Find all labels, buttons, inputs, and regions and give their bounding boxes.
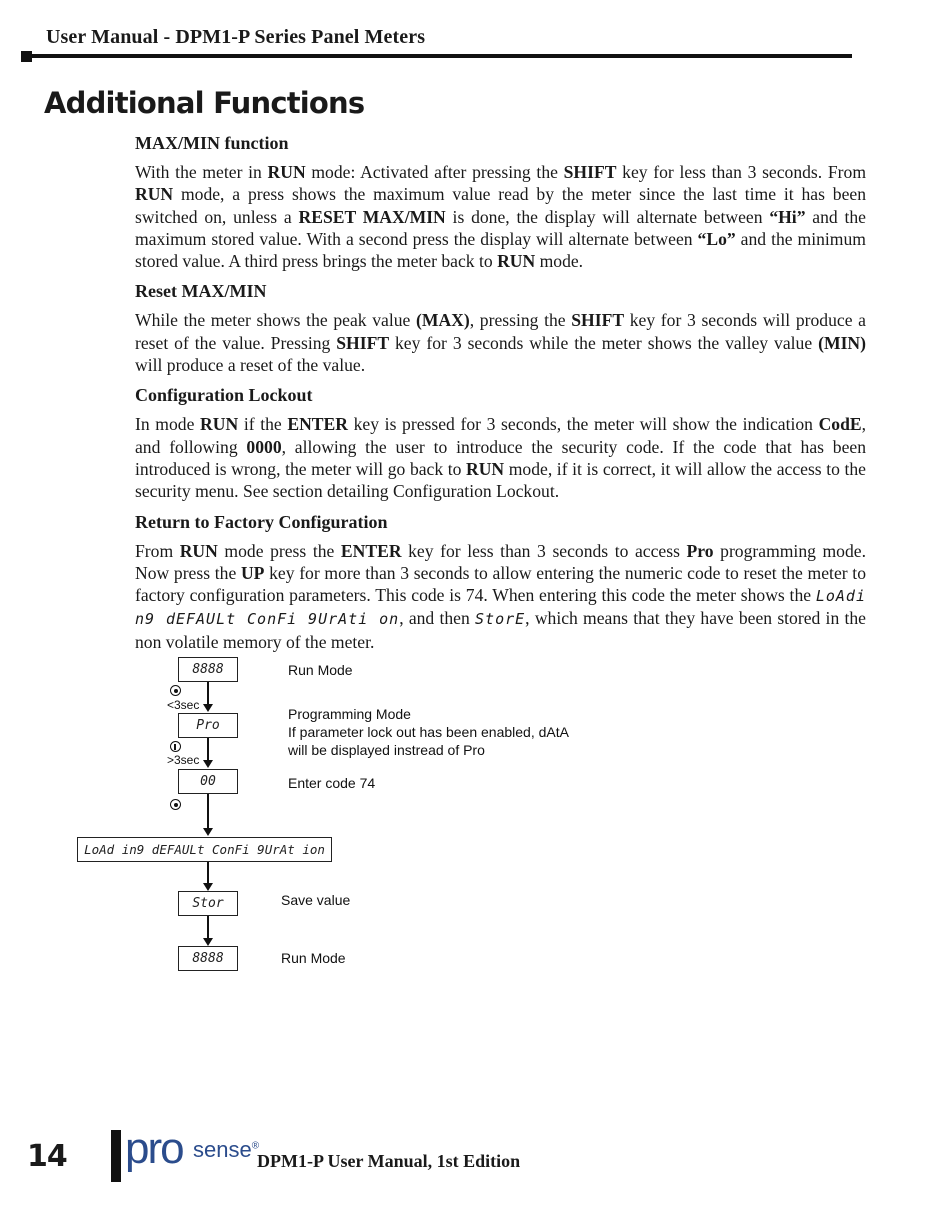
text-run: From — [135, 540, 180, 561]
label-enter-code: Enter code 74 — [288, 775, 376, 791]
arrow-down-icon — [203, 828, 213, 836]
paragraph-max-min — [135, 161, 866, 272]
text-run: key for 3 seconds while the meter shows the valley value — [389, 332, 819, 353]
enter-key-icon — [170, 799, 181, 810]
flow-connector — [207, 916, 209, 938]
arrow-down-icon — [203, 938, 213, 946]
bold-run: RUN — [179, 540, 218, 561]
bold-run: CodE — [818, 414, 862, 435]
subheading-configuration-lockout: Configuration Lockout — [135, 385, 313, 406]
flow-connector — [207, 862, 209, 883]
running-header: User Manual - DPM1-P Series Panel Meters — [46, 26, 426, 48]
text-run: , which means that they have been stored in the non volatile memory of the meter. — [135, 608, 866, 652]
label-save-value: Save value — [281, 892, 351, 908]
bold-run: UP — [240, 562, 265, 583]
page-number: 14 — [27, 1139, 67, 1174]
text-run: key for 3 seconds will produce a reset of the value. Pressing — [135, 310, 866, 353]
seven-segment-text: LoAdi n9 dEFAULt ConFi 9UrAti on — [135, 587, 866, 629]
text-run: , and following — [135, 414, 867, 457]
display-loading-default-configuration: LoAd in9 dEFAULt ConFi 9UrAt ion — [77, 837, 332, 862]
text-run: key for less than 3 seconds to access — [401, 540, 687, 561]
text-run: While the meter shows the peak value — [135, 310, 416, 331]
section-title: Additional Functions — [44, 86, 365, 120]
display-programming-mode: Pro — [178, 713, 238, 738]
bold-run: RUN — [466, 458, 505, 479]
text-run: will produce a reset of the value. — [135, 355, 366, 376]
label-run-mode-final: Run Mode — [281, 950, 346, 966]
bold-run: RUN — [267, 162, 306, 182]
seven-segment-text: StorE — [475, 610, 526, 629]
bold-run: RUN — [200, 414, 239, 435]
text-run: and the minimum stored value. A third press brings the meter back to — [135, 228, 866, 272]
prosense-logo-sense: sense® — [193, 1137, 260, 1162]
bold-run: (MIN) — [818, 332, 866, 353]
content-body — [135, 132, 866, 661]
footer-title: DPM1-P User Manual, 1st Edition — [257, 1151, 521, 1171]
key-time-less-3sec: <3sec — [167, 698, 200, 712]
text-run: mode, a press shows the maximum value read by the meter since the last time it has been switched on, unless a — [135, 184, 866, 227]
subheading-factory-configuration: Return to Factory Configuration — [135, 511, 388, 532]
text-run: mode press the — [217, 540, 341, 561]
display-enter-code: 00 — [178, 769, 238, 794]
paragraph-reset-max-min — [135, 309, 866, 376]
arrow-down-icon — [203, 704, 213, 712]
bold-run: RESET MAX/MIN — [298, 206, 446, 227]
display-run-mode-final: 8888 — [178, 946, 238, 971]
up-key-icon — [170, 741, 181, 752]
label-programming-mode: Programming Mode If parameter lock out has been enabled, dAtA will be displayed instread of Pro — [288, 706, 569, 758]
paragraph-factory-configuration — [135, 540, 866, 653]
text-run: In mode — [135, 414, 201, 435]
key-time-more-3sec: >3sec — [167, 753, 200, 767]
flow-connector — [207, 794, 209, 828]
bold-run: RUN — [497, 251, 536, 272]
header-rule — [30, 54, 852, 58]
subheading-reset-max-min: Reset MAX/MIN — [135, 281, 267, 302]
flow-connector — [207, 682, 209, 704]
text-run: key for more than 3 seconds to allow entering the numeric code to reset the meter to factory configuration parameters. This code is 74. When entering this code the meter shows the — [135, 562, 866, 606]
text-run: and the maximum stored value. With a second press the display will alternate between — [135, 206, 866, 249]
label-run-mode: Run Mode — [288, 662, 353, 678]
bold-run: SHIFT — [563, 162, 617, 182]
arrow-down-icon — [203, 760, 213, 768]
bold-run: (MAX) — [415, 310, 470, 331]
text-run: , allowing the user to introduce the security code. If the code that has been introduced is wrong, the meter will go back to — [135, 436, 866, 479]
text-run: mode, if it is correct, it will allow the access to the security menu. See section detailing Configuration Lockout. — [135, 458, 866, 502]
text-run: With the meter in — [135, 162, 268, 182]
bold-run: RUN — [135, 184, 174, 205]
text-run: programming mode. Now press the — [135, 540, 866, 583]
bold-run: SHIFT — [571, 310, 625, 331]
text-run: key for less than 3 seconds. From — [616, 162, 866, 182]
text-run: if the — [238, 414, 288, 435]
enter-key-icon — [170, 685, 181, 696]
bold-run: Pro — [686, 540, 714, 561]
text-run: , and then — [399, 608, 476, 629]
bold-run: ENTER — [287, 414, 348, 435]
text-run: key is pressed for 3 seconds, the meter will show the indication — [347, 414, 819, 435]
prosense-logo: pro — [125, 1124, 183, 1173]
bold-run: SHIFT — [336, 332, 390, 353]
text-run: mode: Activated after pressing the — [305, 162, 564, 182]
bold-run: 0000 — [246, 436, 282, 457]
text-run: , pressing the — [469, 310, 572, 331]
bold-run: “Hi” — [769, 206, 806, 227]
subheading-max-min: MAX/MIN function — [135, 133, 289, 153]
display-store: Stor — [178, 891, 238, 916]
display-run-mode: 8888 — [178, 657, 238, 682]
bold-run: “Lo” — [697, 228, 736, 249]
text-run: mode. — [535, 251, 584, 272]
flow-connector — [207, 738, 209, 760]
paragraph-configuration-lockout — [135, 413, 866, 502]
bold-run: ENTER — [340, 540, 402, 561]
text-run: is done, the display will alternate between — [445, 206, 770, 227]
arrow-down-icon — [203, 883, 213, 891]
logo-bar — [111, 1130, 121, 1182]
